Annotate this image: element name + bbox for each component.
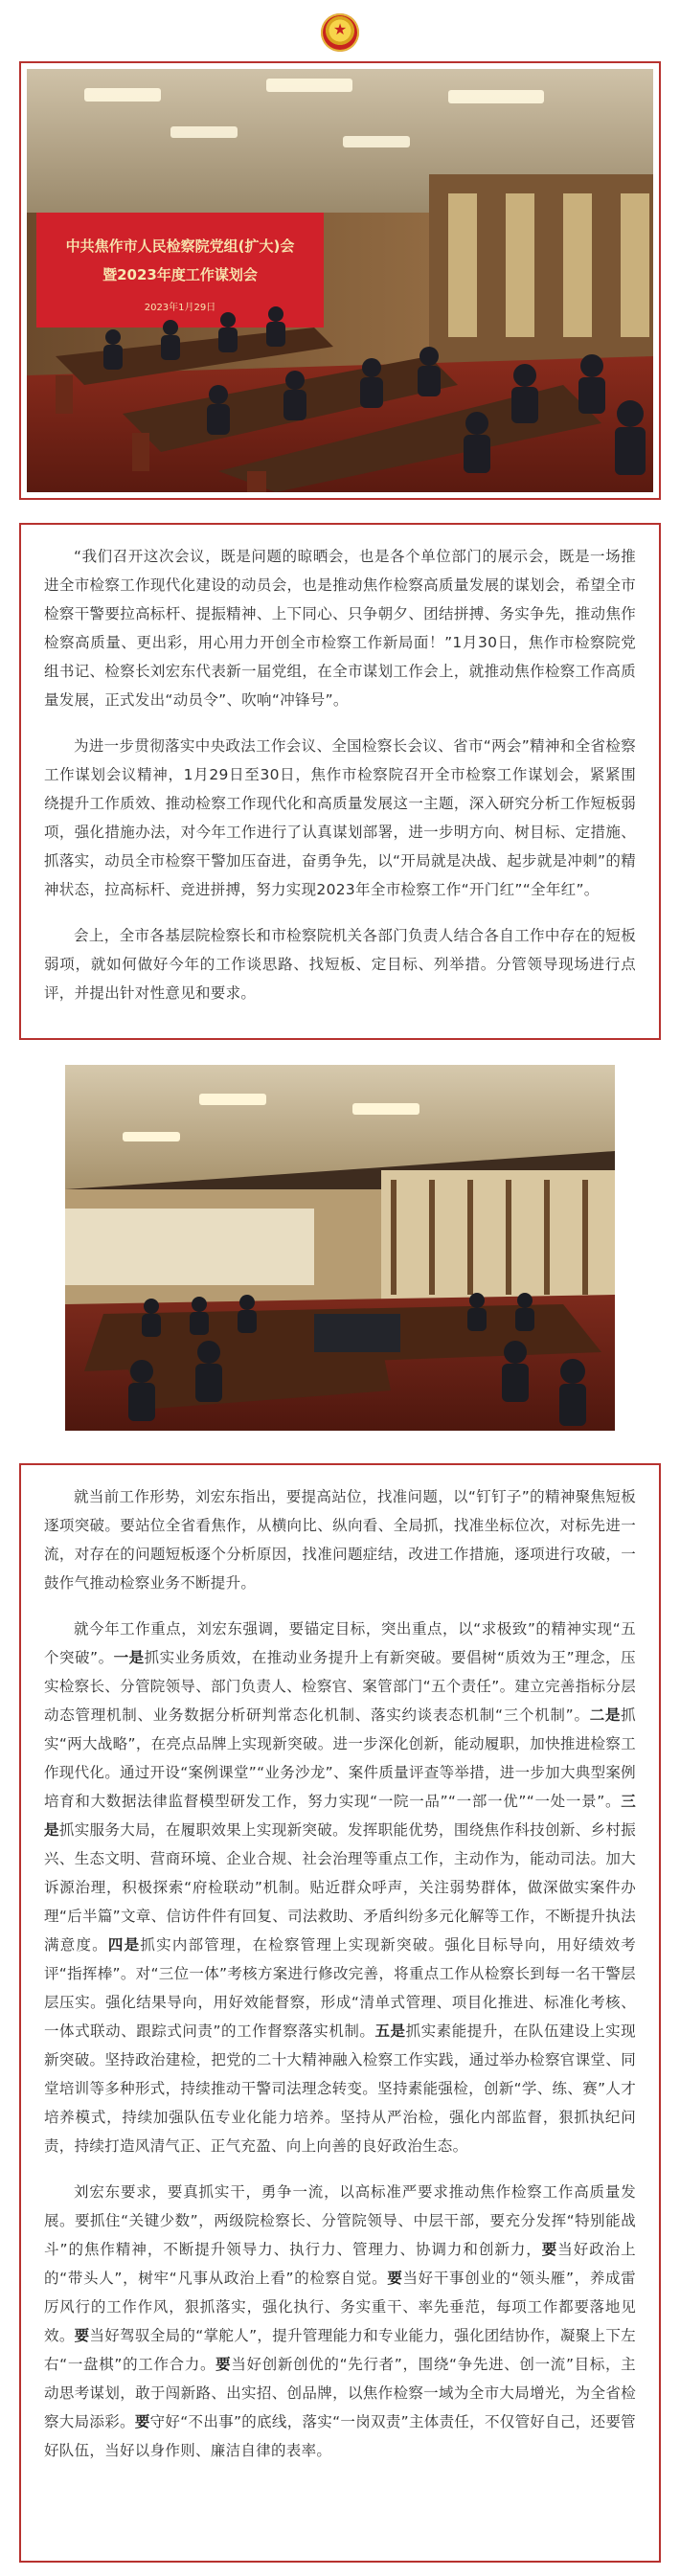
article-section-2 [19, 1463, 661, 2563]
meeting-photo-frame-1 [19, 61, 661, 500]
p6-item-1: 当好政治上的“带头人”，树牢“凡事从政治上看”的检察自觉。 [44, 2241, 636, 2287]
meeting-photo-1 [27, 69, 653, 492]
p5-label-2: 二是 [589, 1706, 622, 1724]
p6-intro: 刘宏东要求，要真抓实干，勇争一流，以高标准严要求推动焦作检察工作高质量发展。要抓住“关键少数”，两级院检察长、分管院领导、中层干部，要充分发挥“特别能战斗”的焦作精神，不断提升领导力、执行力、管理力、协调力和创新力， [44, 2183, 636, 2258]
p5-item-1: 抓实业务质效，在推动业务提升上有新突破。要倡树“质效为王”理念，压实检察长、分管院领导、部门负责人、检察官、案管部门“五个责任”。建立完善指标分层动态管理机制、业务数据分析研判常态化机制、落实约谈表态机制“三个机制”。 [44, 1649, 636, 1724]
meeting-photo-2 [65, 1065, 615, 1431]
p6-item-3: 当好驾驭全局的“掌舵人”，提升管理能力和专业能力，强化团结协作，凝聚上下左右“一盘棋”的工作合力。 [44, 2327, 636, 2373]
p5-label-1: 一是 [113, 1649, 145, 1666]
banner-date: 2023年1月29日 [144, 303, 216, 313]
paragraph-2: 为进一步贯彻落实中央政法工作会议、全国检察长会议、省市“两会”精神和全省检察工作谋划会议精神，1月29日至30日，焦作市检察院召开全市检察工作谋划会，紧紧围绕提升工作质效、推动检察工作现代化和高质量发展这一主题，深入研究分析工作短板弱项，强化措施办法，对今年工作进行了认真谋划部署，进一步明方向、树目标、定措施、抓落实，动员全市检察干警加压奋进，奋勇争先，以“开局就是决战、起步就是冲刺”的精神状态，拉高标杆、竞进拼搏，努力实现2023年全市检察工作“开门红”“全年红”。 [44, 737, 636, 898]
p5-item-3: 抓实服务大局，在履职效果上实现新突破。发挥职能优势，围绕焦作科技创新、乡村振兴、生态文明、营商环境、企业合规、社会治理等重点工作，主动作为，能动司法。加大诉源治理，积极探索“府检联动”机制。贴近群众呼声，关注弱势群体，做深做实案件办理“后半篇”文章、信访件件有回复、司法救助、矛盾纠纷多元化解等工作，不断提升执法满意度。 [44, 1821, 636, 1954]
p6-label-5: 要 [134, 2413, 150, 2430]
paragraph-4: 就当前工作形势，刘宏东指出，要提高站位，找准问题，以“钉钉子”的精神聚焦短板逐项突破。要站位全省看焦作，从横向比、纵向看、全局抓，找准坐标位次，对标先进一流，对存在的问题短板逐个分析原因，找准问题症结，改进工作措施，逐项进行攻破，一鼓作气推动检察业务不断提升。 [44, 1488, 636, 1592]
p6-label-4: 要 [215, 2356, 232, 2373]
national-emblem-icon [321, 13, 359, 52]
paragraph-6 [44, 2178, 636, 2465]
p6-item-5: 守好“不出事”的底线，落实“一岗双责”主体责任，不仅管好自己，还要管好队伍，当好以身作则、廉洁自律的表率。 [44, 2413, 636, 2459]
paragraph-5 [44, 1615, 636, 2160]
p6-label-3: 要 [74, 2327, 90, 2344]
banner-line-2: 暨2023年度工作谋划会 [102, 266, 258, 283]
p5-item-4: 抓实内部管理，在检察管理上实现新突破。强化目标导向，用好绩效考评“指挥棒”。对“三位一体”考核方案进行修改完善，将重点工作从检察长到每一名干警层层压实。强化结果导向，用好效能督察，形成“清单式管理、项目化推进、标准化考核、一体式联动、跟踪式问责”的工作督察落实机制。 [44, 1936, 637, 2040]
p5-item-5: 抓实素能提升，在队伍建设上实现新突破。坚持政治建检，把党的二十大精神融入检察工作实践，通过举办检察官课堂、同堂培训等多种形式，持续推动干警司法理念转变。坚持素能强检，创新“学、练、赛”人才培养模式，持续加强队伍专业化能力培养。坚持从严治检，强化内部监督，狠抓执纪问责，持续打造风清气正、正气充盈、向上向善的良好政治生态。 [44, 2022, 636, 2155]
paragraph-3: 会上，全市各基层院检察长和市检察院机关各部门负责人结合各自工作中存在的短板弱项，就如何做好今年的工作谈思路、找短板、定目标、列举措。分管领导现场进行点评，并提出针对性意见和要求。 [44, 927, 636, 1002]
p6-item-2: 当好干事创业的“领头雁”，养成雷厉风行的工作作风，狠抓落实，强化执行、务实重干、率先垂范，每项工作都要落地见效。 [44, 2270, 636, 2344]
article-section-1 [19, 523, 661, 1040]
p5-intro: 就今年工作重点，刘宏东强调，要锚定目标，突出重点，以“求极致”的精神实现“五个突破”。 [44, 1620, 636, 1666]
p5-label-5: 五是 [374, 2022, 406, 2040]
p5-item-2: 抓实“两大战略”，在亮点品牌上实现新突破。进一步深化创新，能动履职，加快推进检察工作现代化。通过开设“案例课堂”“业务沙龙”、案件质量评查等举措，进一步加大典型案例培育和大数据法律监督模型研发工作，努力实现“一院一品”“一部一优”“一处一景”。 [44, 1706, 636, 1810]
meeting-room-image [65, 1065, 615, 1431]
meeting-hall-image [27, 69, 653, 492]
banner-line-1: 中共焦作市人民检察院党组(扩大)会 [65, 237, 295, 255]
paragraph-1: “我们召开这次会议，既是问题的晾晒会，也是各个单位部门的展示会，既是一场推进全市检察工作现代化建设的动员会，也是推动焦作检察高质量发展的谋划会，希望全市检察干警要拉高标杆、提振精神、上下同心、只争朝夕、团结拼搏、务实争先，推动焦作检察高质量、更出彩，用心用力开创全市检察工作新局面！”1月30日，焦作市检察院党组书记、检察长刘宏东代表新一届党组，在全市谋划工作会上，就推动焦作检察工作高质量发展，正式发出“动员令”、吹响“冲锋号”。 [44, 548, 636, 709]
p6-label-1: 要 [541, 2241, 558, 2258]
meeting-photo-frame-2 [65, 1065, 615, 1431]
p6-label-2: 要 [387, 2270, 403, 2287]
p5-label-4: 四是 [107, 1936, 141, 1954]
p6-item-4: 当好创新创优的“先行者”，围绕“争先进、创一流”目标，主动思考谋划，敢于闯新路、出实招、创品牌，以焦作检察一域为全市大局增光，为全省检察大局添彩。 [44, 2356, 636, 2430]
p5-label-3: 三是 [44, 1793, 636, 1839]
